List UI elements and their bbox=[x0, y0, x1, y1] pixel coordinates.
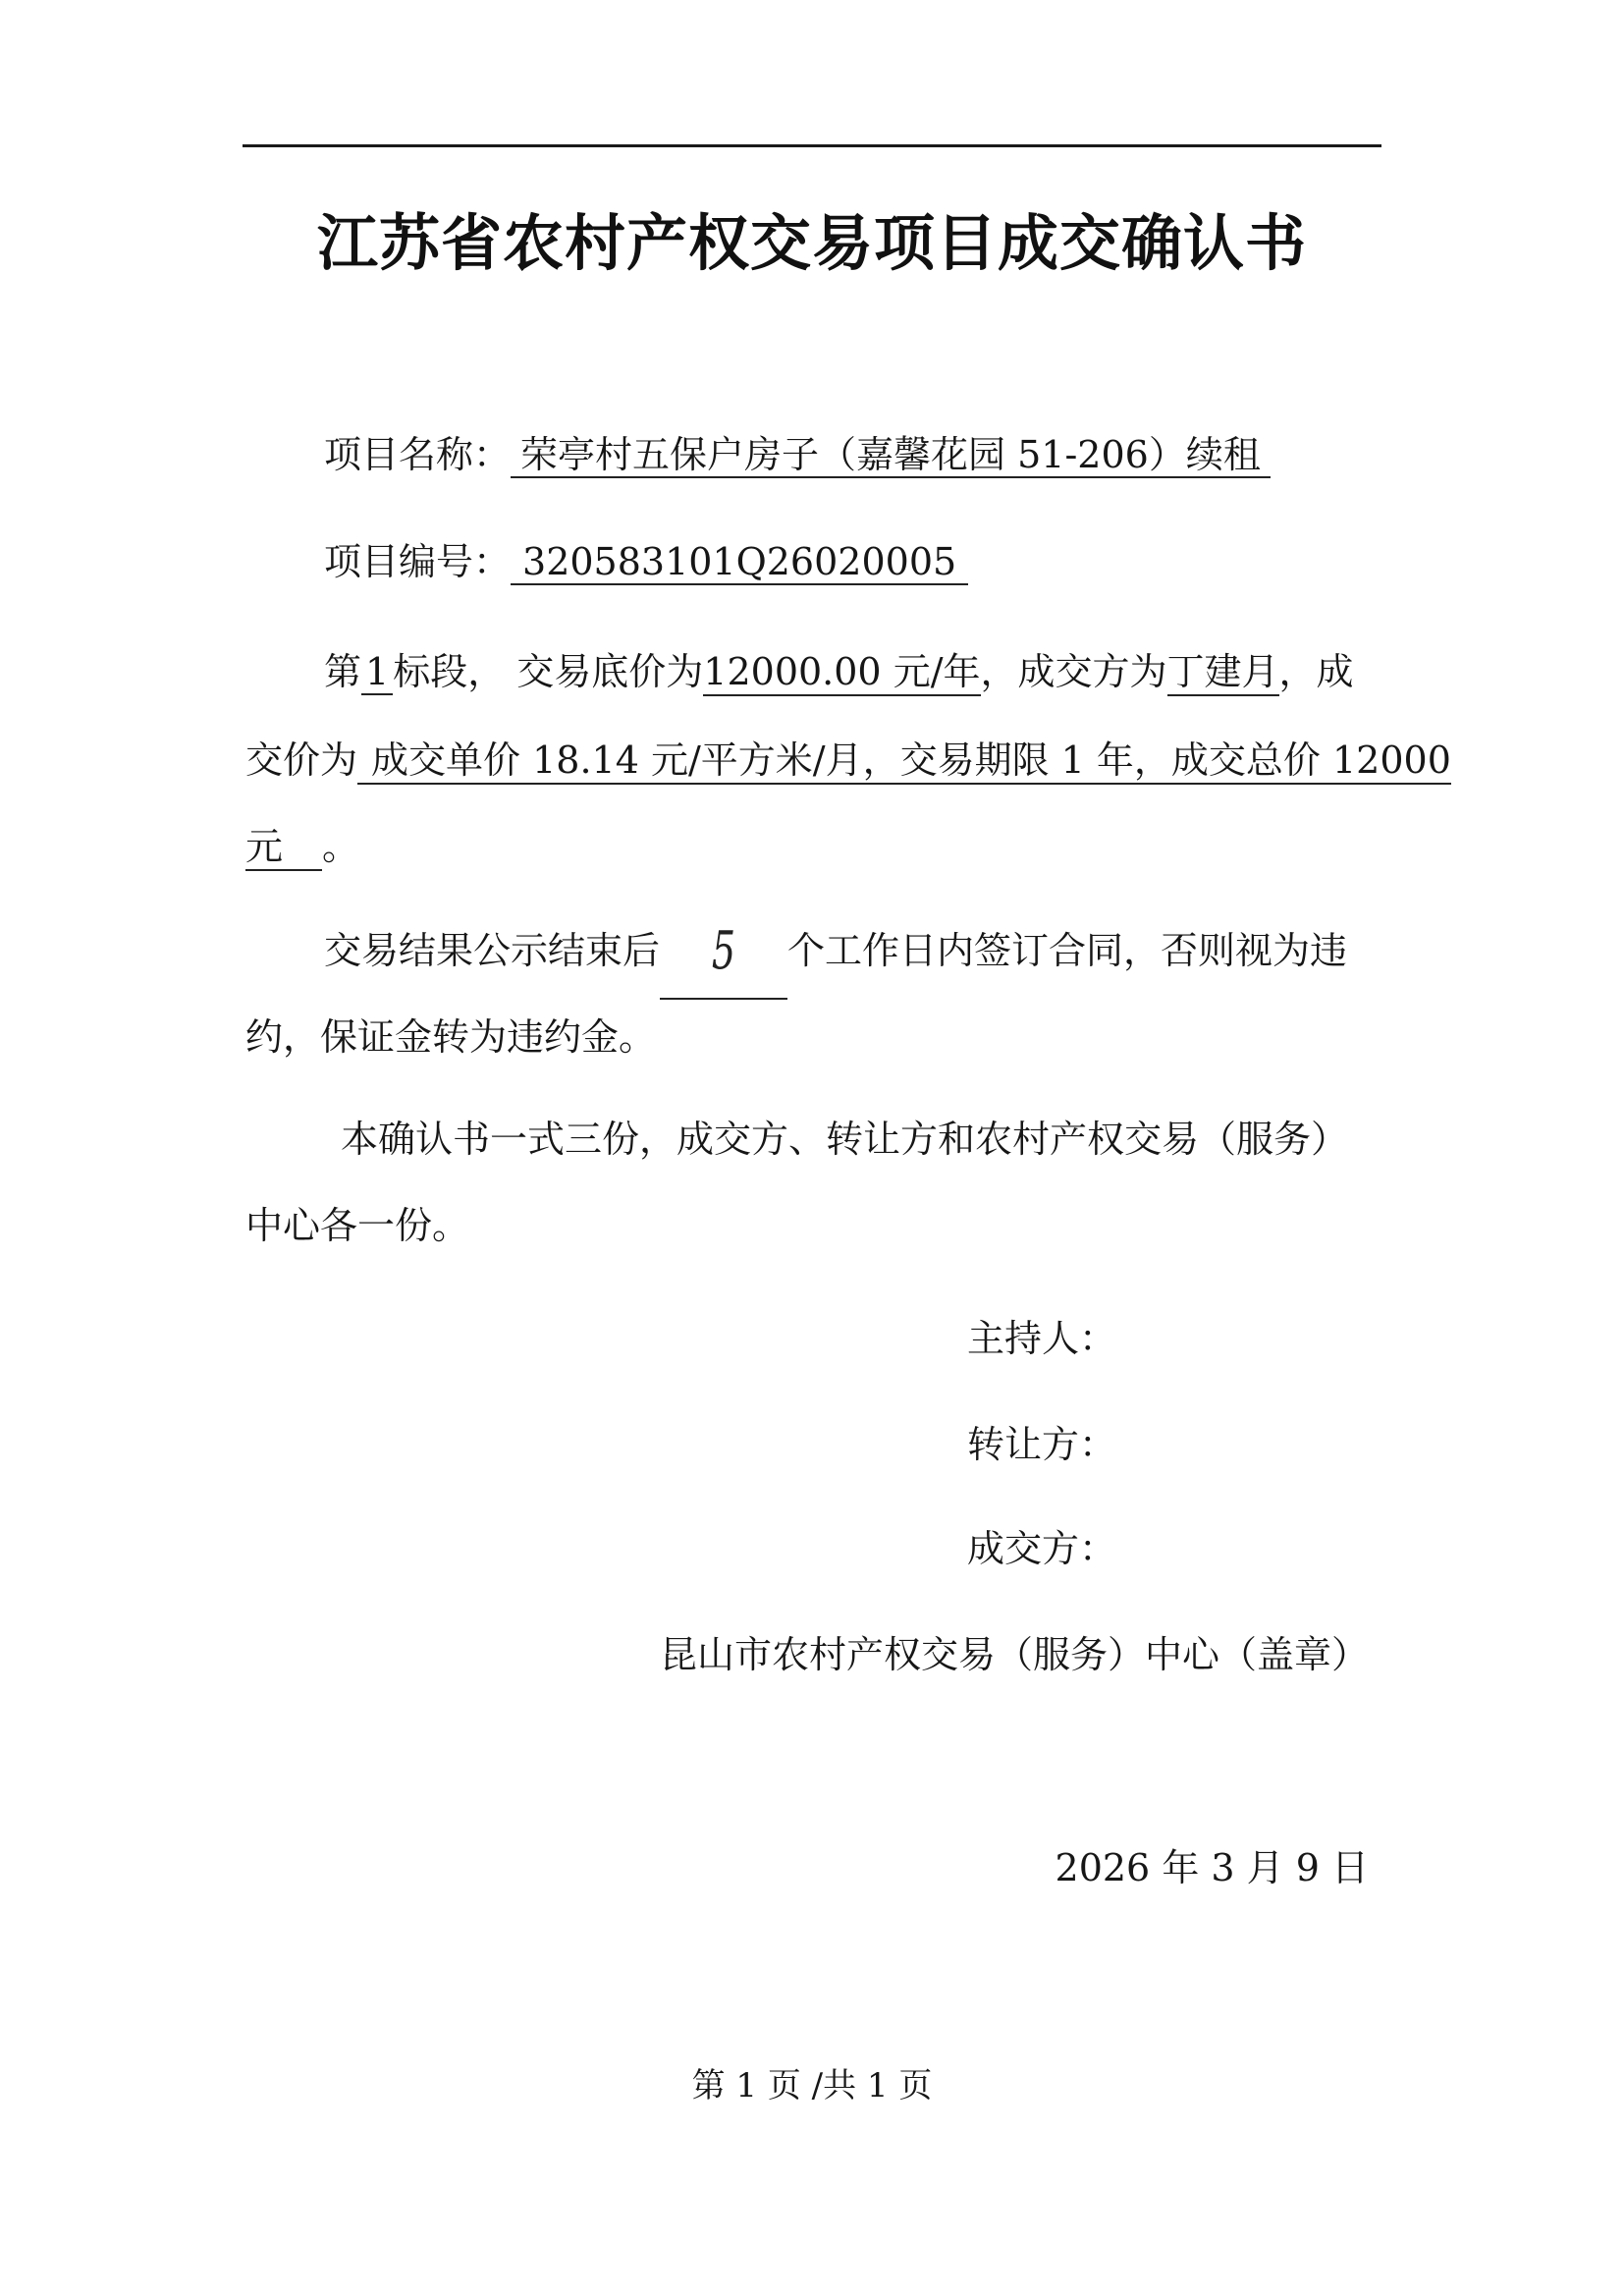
contract-paragraph-line2 bbox=[245, 991, 1380, 1083]
project-name-label: 项目名称： bbox=[324, 433, 512, 476]
lot-number: 1 bbox=[361, 650, 393, 695]
project-no-label: 项目编号： bbox=[324, 540, 512, 583]
contract-paragraph-line1 bbox=[245, 904, 1380, 1000]
project-no-line bbox=[245, 516, 1380, 608]
lot-prefix: 第 bbox=[324, 650, 362, 693]
copies-text: 本确认书一式三份，成交方、转让方和农村产权交易（服务） bbox=[341, 1118, 1349, 1161]
document-title: 江苏省农村产权交易项目成交确认书 bbox=[316, 207, 1307, 279]
host-signature-label: 主持人： bbox=[967, 1317, 1117, 1360]
header-rule bbox=[243, 144, 1381, 147]
contract-text-start: 交易结果公示结束后 bbox=[324, 929, 661, 972]
transferor-signature-label: 转让方： bbox=[967, 1423, 1117, 1466]
deal-paragraph-line2 bbox=[245, 714, 1451, 806]
handwritten-days: 5 bbox=[711, 920, 736, 981]
deal-terms-period: 。 bbox=[322, 825, 360, 868]
contract-text-penalty: 约，保证金转为违约金。 bbox=[245, 1015, 657, 1059]
copies-paragraph-line1 bbox=[245, 1093, 1380, 1185]
contract-text-end: 个工作日内签订合同，否则视为违 bbox=[787, 929, 1348, 972]
deal-price-label: 交价为 bbox=[245, 738, 358, 782]
deal-price-start: ，成 bbox=[1278, 650, 1354, 693]
base-price-value: 12000.00 元/年 bbox=[703, 650, 980, 696]
deal-paragraph-line1 bbox=[245, 626, 1380, 718]
copies-text-end: 中心各一份。 bbox=[245, 1204, 470, 1247]
project-name-value: 荣亭村五保户房子（嘉馨花园 51-206）续租 bbox=[511, 433, 1271, 478]
base-price-label: 标段， 交易底价为 bbox=[393, 650, 704, 693]
issuer-line: 昆山市农村产权交易（服务）中心（盖章） bbox=[659, 1633, 1369, 1676]
copies-paragraph-line2 bbox=[245, 1179, 1380, 1272]
deal-terms: 成交单价 18.14 元/平方米/月，交易期限 1 年，成交总价 12000 bbox=[357, 738, 1451, 785]
project-name-line bbox=[245, 409, 1380, 501]
buyer-signature-label: 成交方： bbox=[967, 1527, 1117, 1570]
deal-paragraph-line3 bbox=[245, 800, 1380, 893]
project-no-value: 320583101Q26020005 bbox=[511, 540, 968, 585]
document-date: 2026 年 3 月 9 日 bbox=[1055, 1846, 1369, 1889]
contract-days bbox=[660, 904, 787, 1000]
buyer-name: 丁建月 bbox=[1167, 650, 1279, 696]
deal-terms-end: 元 bbox=[245, 825, 322, 871]
buyer-label: ，成交方为 bbox=[980, 650, 1167, 693]
page-footer: 第 1 页 /共 1 页 bbox=[691, 2066, 933, 2105]
